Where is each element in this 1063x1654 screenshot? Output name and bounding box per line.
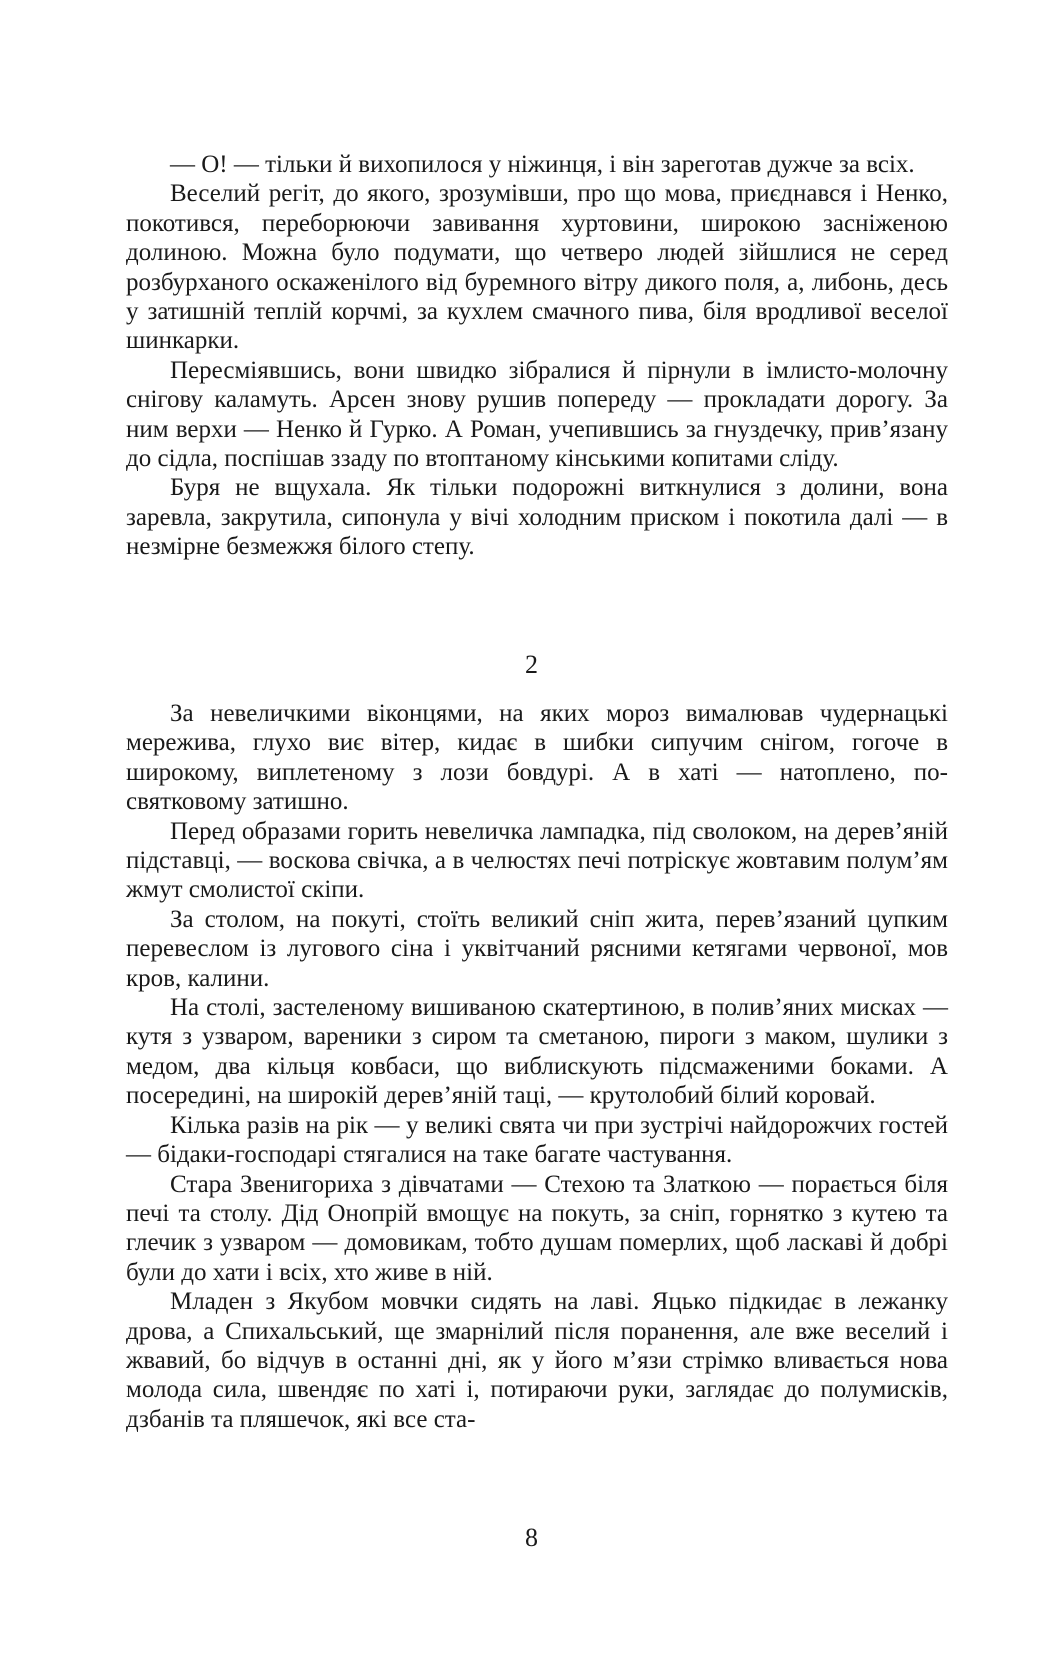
paragraph: За столом, на покуті, стоїть великий сніп жита, перев’язаний цупким перевеслом із лугового сіна і уквітчаний рясними кетягами червоної, мов кров, калини.	[126, 905, 948, 992]
paragraph: Перед образами горить невеличка лампадка, під сволоком, на дерев’яній підставці, — воскова свічка, а в челюстях печі потріскує жовтавим полум’ям жмут смолистої скіпи.	[126, 817, 948, 904]
section-number: 2	[525, 650, 538, 679]
paragraph: Кілька разів на рік — у великі свята чи при зустрічі найдорожчих гостей — бідаки-господарі стягалися на таке багате частування.	[126, 1111, 948, 1169]
text-section-before	[126, 150, 948, 562]
paragraph: Младен з Якубом мовчки сидять на лаві. Яцько підкидає в лежанку дрова, а Спихальський, ще змарнілий після поранення, але вже веселий і жвавий, бо відчув в останні дні, як у його м’язи стрімко вливається нова молода сила, швендяє по хаті і, потираючи руки, заглядає до полумисків, дзбанів та пляшечок, які все ста-	[126, 1288, 948, 1433]
paragraph: — О! — тільки й вихопилося у ніжинця, і він зареготав дужче за всіх.	[170, 151, 915, 178]
paragraph: На столі, застеленому вишиваною скатертиною, в полив’яних мисках — кутя з узваром, вареники з сиром та сметаною, пироги з маком, шулики з медом, два кільця ковбаси, що виблискують підсмаженими боками. А посередині, на широкій дерев’яній таці, — крутолобий білий коровай.	[126, 994, 948, 1110]
page-number: 8	[525, 1523, 538, 1552]
paragraph: Пересміявшись, вони швидко зібралися й пірнули в імлисто-молочну снігову каламуть. Арсен знову рушив попереду — прокладати дорогу. За ним верхи — Ненко й Гурко. А Роман, учепившись за гнуздечку, прив’язану до сідла, поспішав ззаду по втоптаному кінськими копитами сліду.	[126, 356, 948, 473]
paragraph: За невеличкими віконцями, на яких мороз вималював чудернацькі мережива, глухо виє вітер, кидає в шибки сипучим снігом, гогоче в широкому, виплетеному з лози бовдурі. А в хаті — натоплено, по-святковому затишно.	[126, 700, 948, 816]
paragraph: Буря не вщухала. Як тільки подорожні виткнулися з долини, вона заревла, закрутила, сипонула у вічі холодним приском і покотила далі — в незмірне безмежжя білого степу.	[126, 474, 948, 561]
text-section-after	[126, 699, 948, 1434]
paragraph: Стара Звенигориха з дівчатами — Стехою та Златкою — порається біля печі та столу. Дід Онопрій вмощує на покуть, за сніп, горнятко з кутею та глечик з узваром — домовикам, тобто душам померлих, щоб ласкаві й добрі були до хати і всіх, хто живе в ній.	[126, 1170, 948, 1286]
paragraph: Веселий регіт, до якого, зрозумівши, про що мова, приєднався і Ненко, покотився, переборюючи завивання хуртовини, широкою засніженою долиною. Можна було подумати, що четверо людей зійшлися не серед розбурханого оскаженілого від буремного вітру дикого поля, а, либонь, десь у затишній теплій корчмі, за кухлем смачного пива, біля вродливої веселої шинкарки.	[126, 180, 948, 355]
